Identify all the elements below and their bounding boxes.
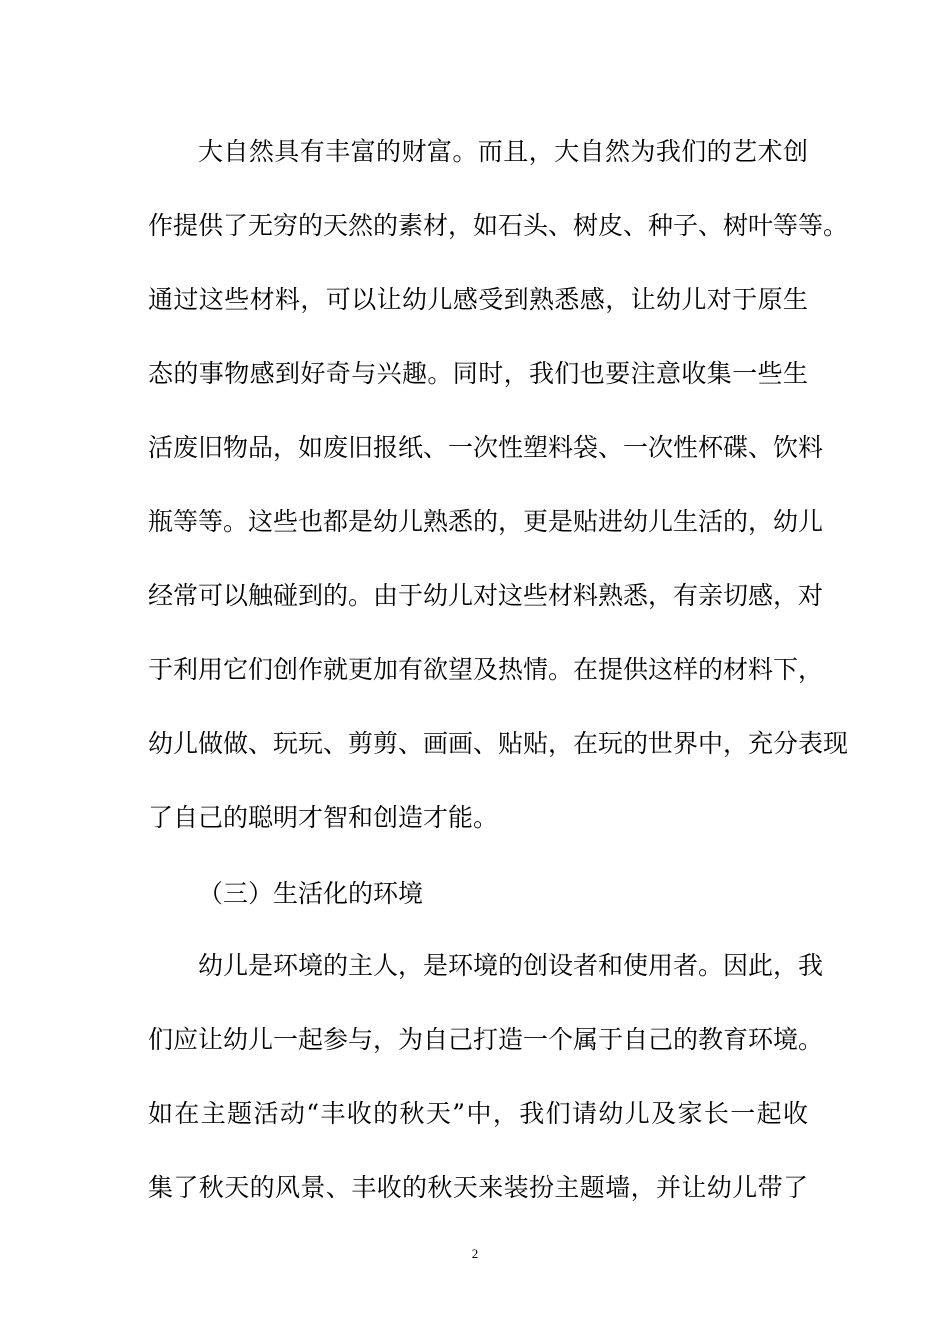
paragraph-1-line-5: 活废旧物品，如废旧报纸、一次性塑料袋、一次性杯碟、饮料 xyxy=(148,433,824,462)
paragraph-1-line-1: 大自然具有丰富的财富。而且，大自然为我们的艺术创 xyxy=(198,137,808,166)
paragraph-1-line-4: 态的事物感到好奇与兴趣。同时，我们也要注意收集一些生 xyxy=(148,359,808,388)
paragraph-2-line-3: 如在主题活动“丰收的秋天”中，我们请幼儿及家长一起收 xyxy=(148,1099,808,1128)
paragraph-2-line-4: 集了秋天的风景、丰收的秋天来装扮主题墙，并让幼儿带了 xyxy=(148,1173,808,1202)
paragraph-1-line-9: 幼儿做做、玩玩、剪剪、画画、贴贴，在玩的世界中，充分表现 xyxy=(148,729,849,758)
paragraph-2-line-1: 幼儿是环境的主人，是环境的创设者和使用者。因此，我 xyxy=(198,951,824,980)
paragraph-1-line-10: 了自己的聪明才智和创造才能。 xyxy=(148,803,499,832)
paragraph-1-line-2: 作提供了无穷的天然的素材，如石头、树皮、种子、树叶等等。 xyxy=(148,211,849,240)
paragraph-1-line-8: 于利用它们创作就更加有欲望及热情。在提供这样的材料下， xyxy=(148,655,824,684)
paragraph-1-line-3: 通过这些材料，可以让幼儿感受到熟悉感，让幼儿对于原生 xyxy=(148,285,808,314)
page-number: 2 xyxy=(471,1246,479,1261)
paragraph-1-line-6: 瓶等等。这些也都是幼儿熟悉的，更是贴进幼儿生活的，幼儿 xyxy=(148,507,824,536)
paragraph-2-line-2: 们应让幼儿一起参与，为自己打造一个属于自己的教育环境。 xyxy=(148,1025,824,1054)
section-heading: （三）生活化的环境 xyxy=(198,879,424,908)
paragraph-1-line-7: 经常可以触碰到的。由于幼儿对这些材料熟悉，有亲切感，对 xyxy=(148,581,824,610)
